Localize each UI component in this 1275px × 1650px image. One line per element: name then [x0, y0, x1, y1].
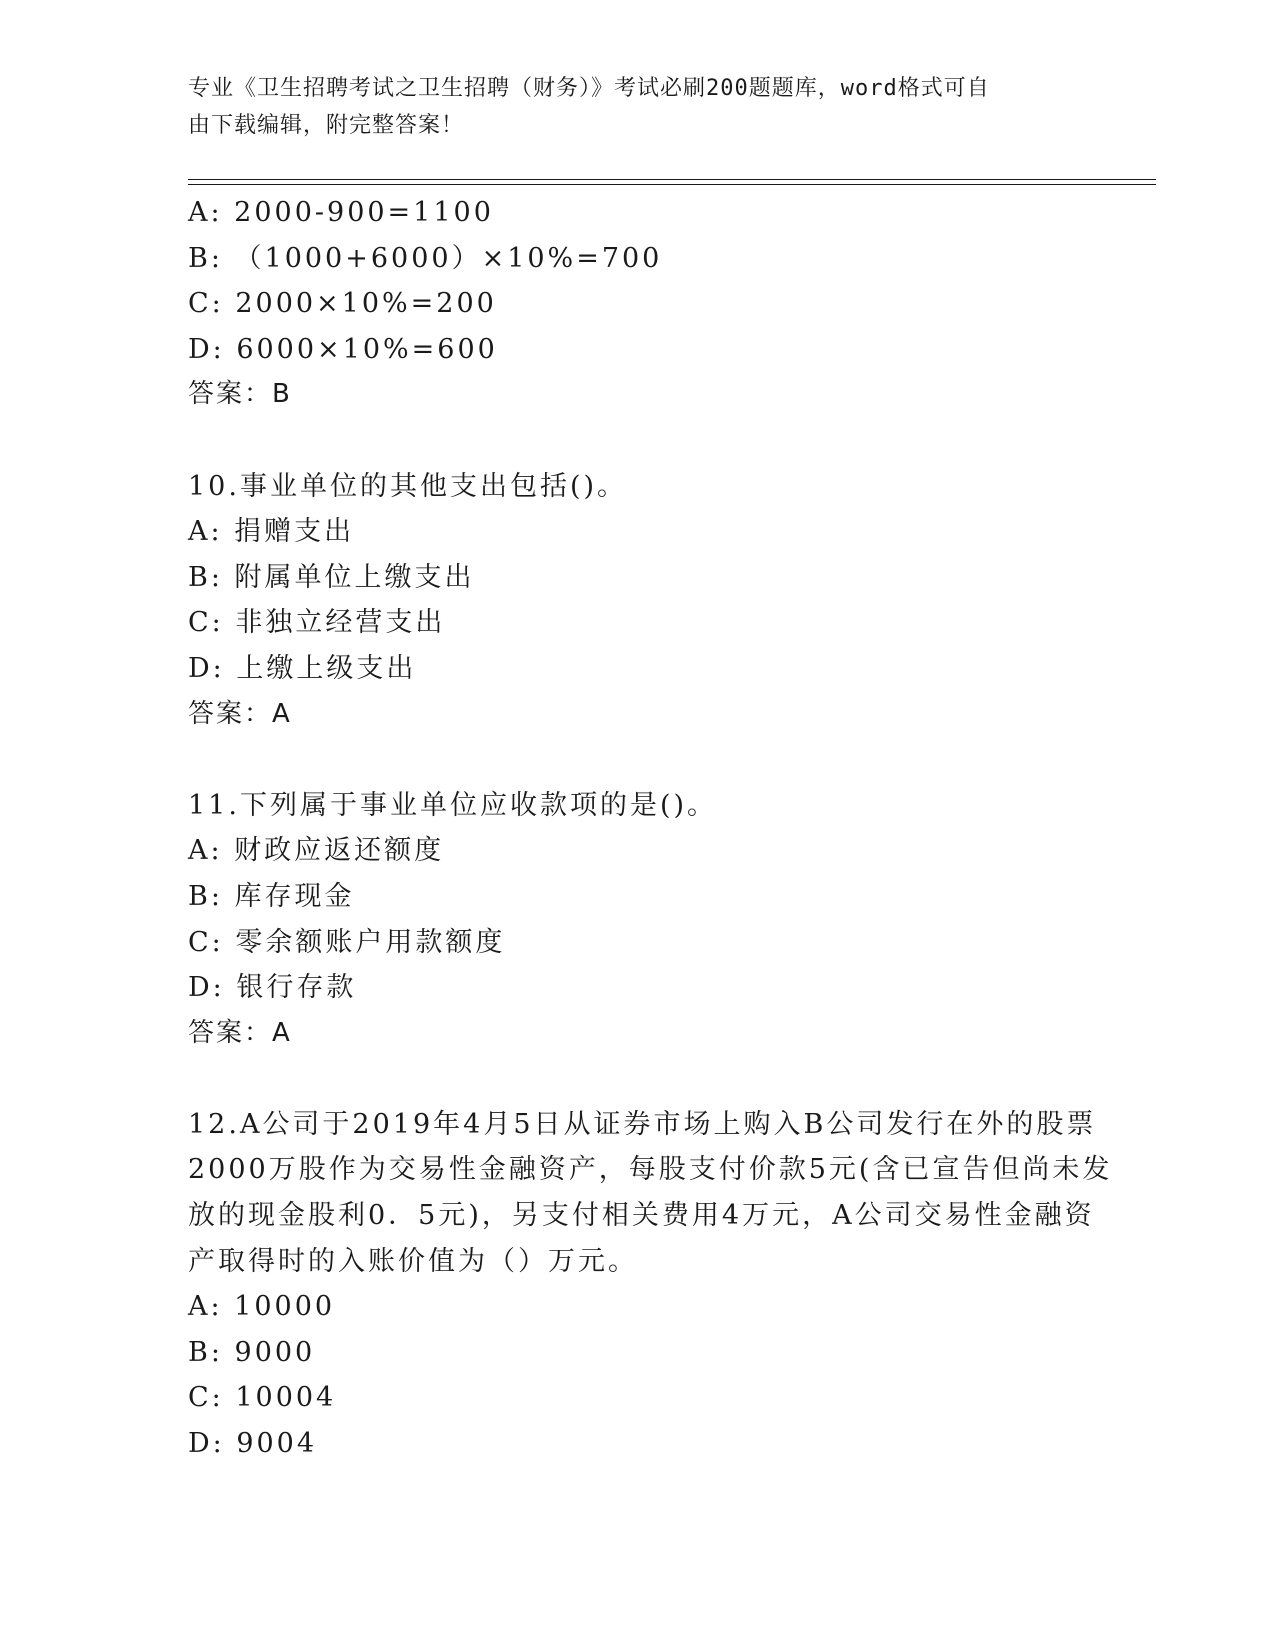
question-9	[188, 190, 1088, 418]
spacer	[188, 1056, 1088, 1102]
q11-option-a: A: 财政应返还额度	[188, 835, 445, 867]
q11-option-c: C: 零余额账户用款额度	[188, 926, 506, 958]
q11-answer: 答案：A	[188, 1017, 292, 1048]
q12-option-a: A: 10000	[188, 1291, 336, 1323]
q12-question-line-2: 2000万股作为交易性金融资产，每股支付价款5元(含已宣告但尚未发	[188, 1154, 1113, 1186]
q10-answer: 答案：A	[188, 698, 292, 729]
q10-option-b: B: 附属单位上缴支出	[188, 561, 475, 593]
q11-question: 11.下列属于事业单位应收款项的是()。	[188, 789, 718, 821]
q12-question-line-1: 12.A公司于2019年4月5日从证券市场上购入B公司发行在外的股票	[188, 1108, 1097, 1140]
q12-option-b: B: 9000	[188, 1336, 316, 1368]
q9-option-b: B: （1000+6000）×10%=700	[188, 242, 663, 274]
q10-option-c: C: 非独立经营支出	[188, 607, 446, 639]
question-11	[188, 783, 1088, 1057]
q10-option-a: A: 捐赠支出	[188, 516, 355, 548]
question-list	[188, 190, 1113, 1467]
q12-option-d: D: 9004	[188, 1428, 318, 1460]
question-10	[188, 464, 1088, 738]
q10-question: 10.事业单位的其他支出包括()。	[188, 470, 628, 502]
header-rule-bottom	[188, 184, 1156, 185]
q12-question-line-4: 产取得时的入账价值为（）万元。	[188, 1245, 638, 1277]
spacer	[188, 737, 1088, 783]
q11-option-d: D: 银行存款	[188, 972, 357, 1004]
q10-option-d: D: 上缴上级支出	[188, 652, 417, 684]
q9-option-a: A: 2000-900=1100	[188, 197, 494, 228]
header-rule-top	[188, 179, 1156, 180]
header-line-2: 由下载编辑，附完整答案！	[188, 113, 465, 138]
q12-option-c: C: 10004	[188, 1382, 337, 1414]
header-line-1: 专业《卫生招聘考试之卫生招聘（财务）》考试必刷200题题库，word格式可自	[188, 76, 990, 101]
document-header	[188, 70, 1088, 144]
question-12	[188, 1102, 1113, 1467]
q9-option-d: D: 6000×10%=600	[188, 333, 498, 365]
q12-question-line-3: 放的现金股利0．5元)，另支付相关费用4万元，A公司交易性金融资	[188, 1200, 1095, 1232]
q9-option-c: C: 2000×10%=200	[188, 288, 497, 320]
spacer	[188, 418, 1088, 464]
q9-answer: 答案：B	[188, 379, 292, 410]
q11-option-b: B: 库存现金	[188, 880, 355, 912]
